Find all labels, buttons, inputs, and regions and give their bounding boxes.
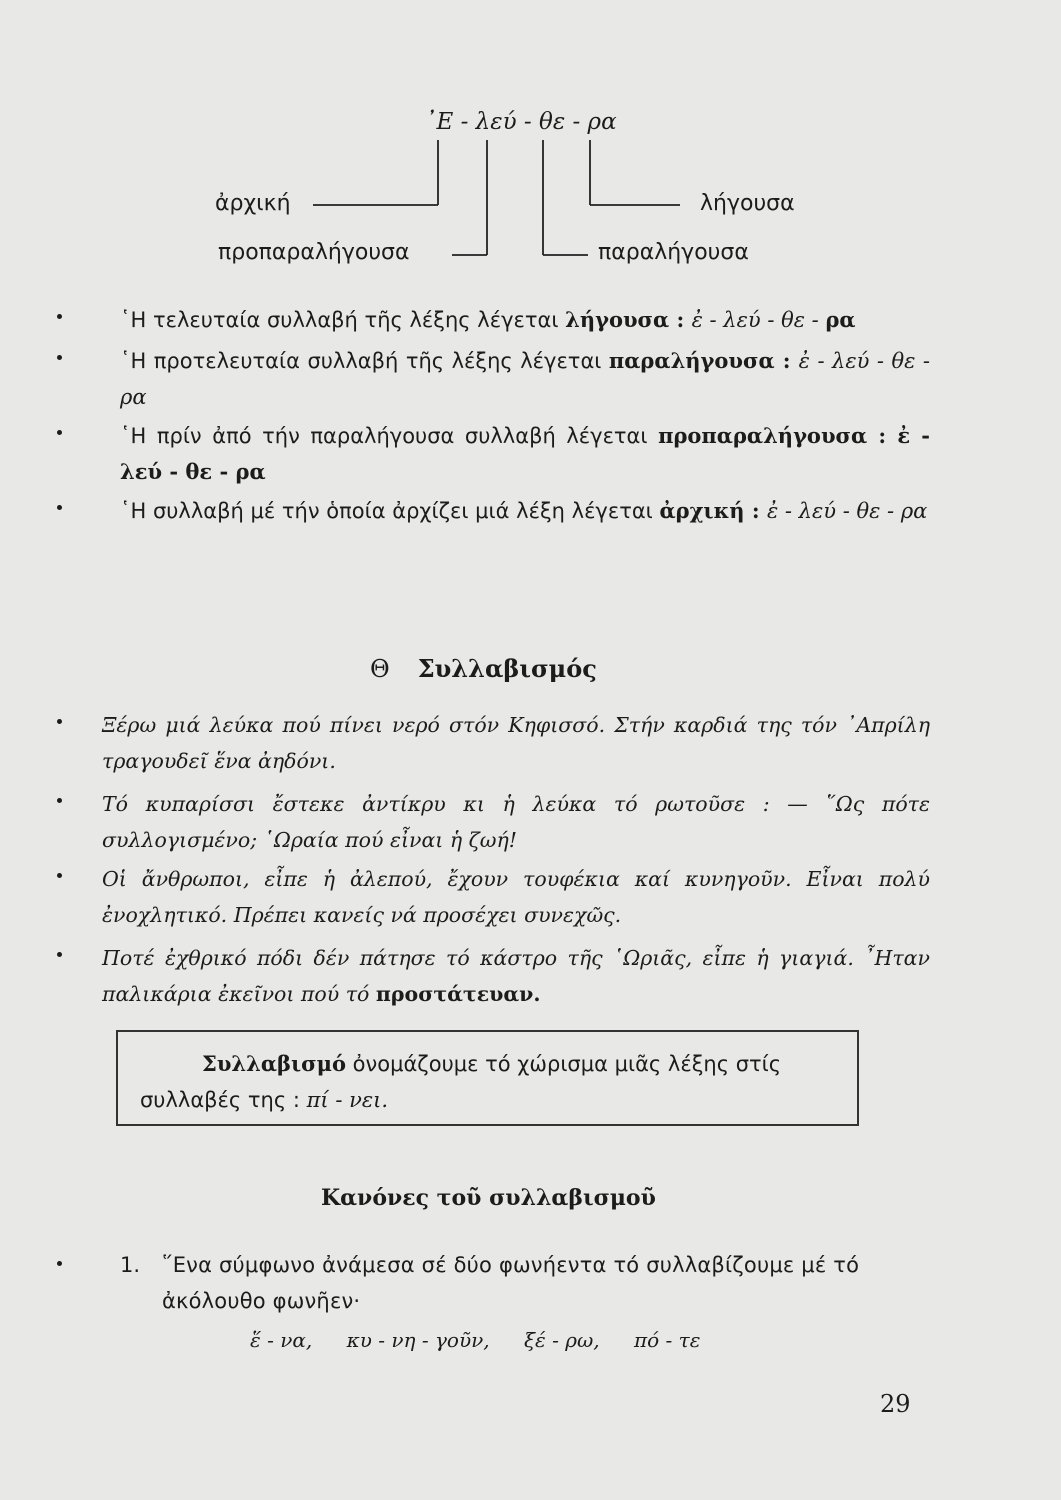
label-penult: παραλήγουσα — [598, 240, 749, 265]
bullet — [57, 314, 62, 319]
reading-item: Τό κυπαρίσσι ἔστεκε ἀντίκρυ κι ἡ λεύκα τό ρωτοῦσε : — ῞Ως πότε συλλογισμένο; ῾Ωραία πού εἶναι ἡ ζωή! — [70, 786, 930, 858]
bullet — [57, 430, 62, 435]
syllable-name-item: ῾Η τελευταία συλλαβή τῆς λέξης λέγεται λήγουσα : ἐ - λεύ - θε - ρα — [70, 302, 930, 338]
rule-text-block — [120, 1247, 930, 1319]
syllable-name-item: ῾Η πρίν ἀπό τήν παραλήγουσα συλλαβή λέγεται προπαραλήγουσα : ἐ - λεύ - θε - ρα — [70, 418, 930, 490]
bullet — [57, 505, 62, 510]
definition-example: πί - νει. — [306, 1088, 389, 1112]
page-number: 29 — [880, 1390, 911, 1418]
section-title — [370, 654, 597, 683]
reading-item: Οἱ ἄνθρωποι, εἶπε ἡ ἀλεπού, ἔχουν τουφέκια καί κυνηγοῦν. Εἶναι πολύ ἐνοχλητικό. Πρέπει κανείς νά προσέχει συνεχῶς. — [70, 861, 930, 933]
section-letter: Θ — [370, 655, 390, 683]
rules-title: Κανόνες τοῦ συλλαβισμοῦ — [321, 1185, 656, 1211]
syllable-name-item: ῾Η προτελευταία συλλαβή τῆς λέξης λέγεται παραλήγουσα : ἐ - λεύ - θε - ρα — [70, 343, 930, 415]
section-title-text: Συλλαβισμός — [417, 654, 597, 683]
definition-term: Συλλαβισμό — [202, 1051, 346, 1076]
bullet — [57, 798, 62, 803]
rule-number: 1. — [120, 1253, 141, 1277]
example-word: κυ - νη - γοῦν, — [346, 1328, 490, 1352]
reading-item: Ξέρω μιά λεύκα πού πίνει νερό στόν Κηφισσό. Στήν καρδιά της τόν ᾿Απρίλη τραγουδεῖ ἕνα ἀηδόνι. — [70, 707, 930, 779]
label-antepenult: προπαραλήγουσα — [218, 240, 410, 265]
example-word: ἕ - να, — [250, 1328, 313, 1352]
bullet — [57, 719, 62, 724]
definition-text: ὀνομάζουμε τό χώρισμα μιᾶς λέξης στίς συλλαβές της : — [140, 1052, 782, 1112]
bullet — [57, 355, 62, 360]
diagram-lines — [0, 0, 1061, 290]
label-initial: ἀρχική — [215, 191, 291, 216]
example-word: πό - τε — [634, 1328, 701, 1352]
example-word: ξέ - ρω, — [523, 1328, 600, 1352]
label-ultimate: λήγουσα — [700, 191, 795, 216]
definition-box — [116, 1030, 859, 1126]
bullet — [57, 873, 62, 878]
bullet — [57, 1261, 62, 1266]
rule-text: ῞Ενα σύμφωνο ἀνάμεσα σέ δύο φωνήεντα τό συλλαβίζουμε μέ τό ἀκόλουθο φωνῆεν· — [162, 1253, 860, 1313]
reading-item: Ποτέ ἐχθρικό πόδι δέν πάτησε τό κάστρο τῆς ῾Ωριᾶς, εἶπε ἡ γιαγιά. ῏Ηταν παλικάρια ἐκεῖνοι πού τό προστάτευαν. — [70, 940, 930, 1012]
syllable-name-item: ῾Η συλλαβή μέ τήν ὁποία ἀρχίζει μιά λέξη λέγεται ἀρχική : ἐ - λεύ - θε - ρα — [70, 493, 930, 529]
rule-examples — [250, 1328, 728, 1352]
diagram-word: ᾿Ε - λεύ - θε - ρα — [425, 109, 617, 135]
rule-item — [70, 1247, 930, 1319]
syllable-diagram — [0, 0, 1061, 290]
bullet — [57, 952, 62, 957]
